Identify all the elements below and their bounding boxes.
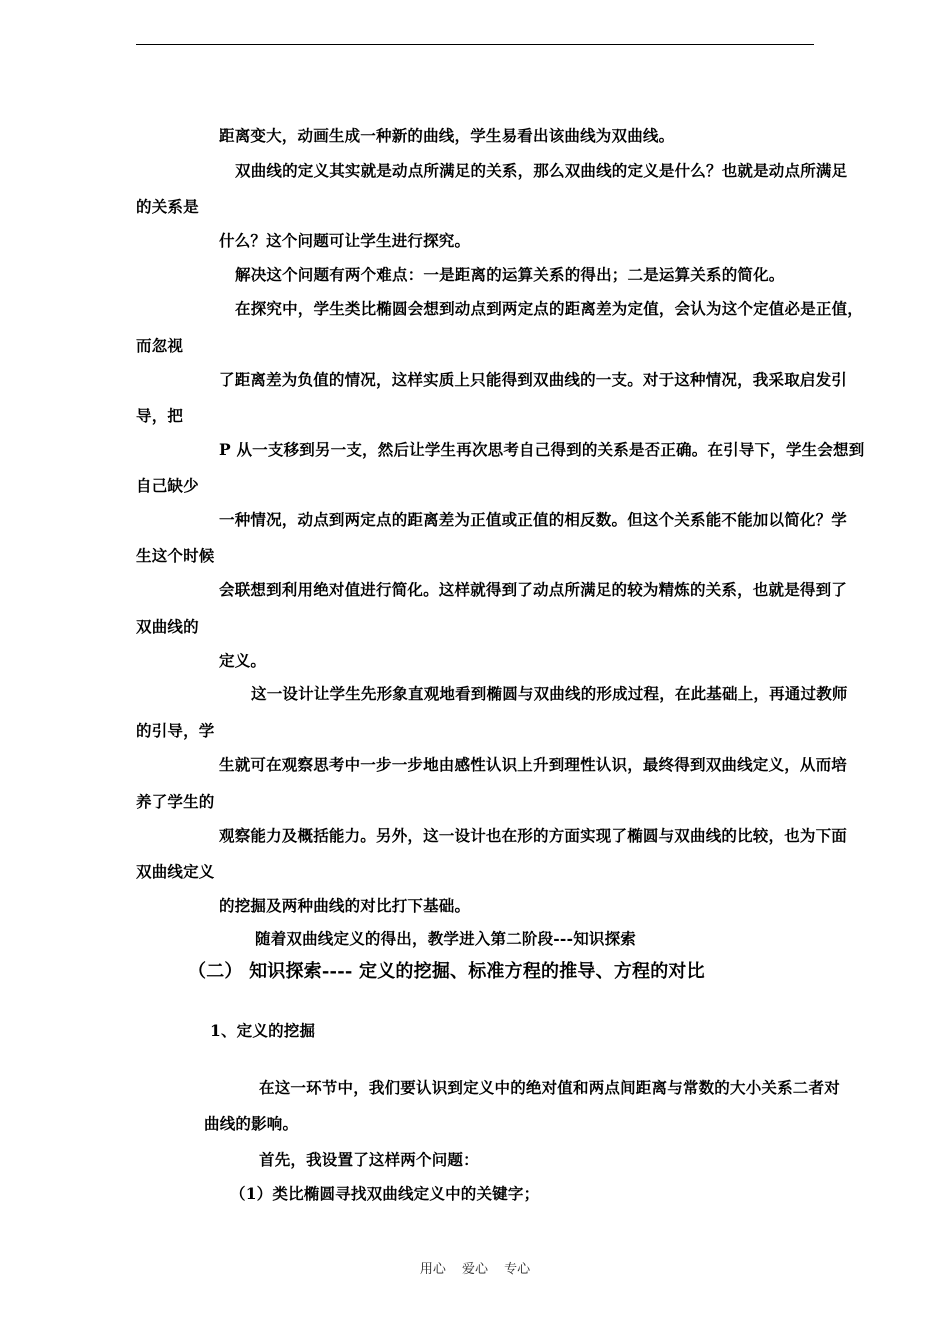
- text-line: 自己缺少: [136, 476, 199, 495]
- text-line: 观察能力及概括能力。另外，这一设计也在形的方面实现了椭圆与双曲线的比较，也为下面: [219, 826, 848, 845]
- text-line: 导，把: [136, 406, 184, 425]
- text-line: 曲线的影响。: [204, 1114, 299, 1133]
- text-line: 双曲线的: [136, 617, 199, 636]
- text-line: 养了学生的: [136, 792, 215, 811]
- text-line: 了距离差为负值的情况，这样实质上只能得到双曲线的一支。对于这种情况，我采取启发引: [219, 370, 848, 389]
- subheading: 1、定义的挖掘: [210, 1021, 316, 1040]
- text-line: 双曲线的定义其实就是动点所满足的关系，那么双曲线的定义是什么？也就是动点所满足: [235, 161, 848, 180]
- text-line: 的挖掘及两种曲线的对比打下基础。: [219, 896, 471, 915]
- text-line: 双曲线定义: [136, 862, 215, 881]
- text-line: 这一设计让学生先形象直观地看到椭圆与双曲线的形成过程，在此基础上，再通过教师: [251, 684, 848, 703]
- text-line: 生就可在观察思考中一步一步地由感性认识上升到理性认识，最终得到双曲线定义，从而培: [219, 755, 848, 774]
- section-heading: （二） 知识探索---- 定义的挖掘、标准方程的推导、方程的对比: [188, 961, 705, 982]
- text-line: 的引导，学: [136, 721, 215, 740]
- text-line: 一种情况，动点到两定点的距离差为正值或正值的相反数。但这个关系能不能加以简化？学: [219, 510, 848, 529]
- text-line: （1）类比椭圆寻找双曲线定义中的关键字；: [230, 1184, 540, 1203]
- text-line: 会联想到利用绝对值进行简化。这样就得到了动点所满足的较为精炼的关系，也就是得到了: [219, 580, 848, 599]
- text-line: 解决这个问题有两个难点：一是距离的运算关系的得出；二是运算关系的简化。: [235, 265, 785, 284]
- text-line: 距离变大，动画生成一种新的曲线，学生易看出该曲线为双曲线。: [219, 126, 675, 145]
- text-line: 生这个时候: [136, 546, 215, 565]
- text-line: 什么？这个问题可让学生进行探究。: [219, 231, 471, 250]
- page-footer: 用心 爱心 专心: [419, 1262, 531, 1277]
- text-line: 在这一环节中，我们要认识到定义中的绝对值和两点间距离与常数的大小关系二者对: [259, 1078, 840, 1097]
- text-line: 随着双曲线定义的得出，教学进入第二阶段---知识探索: [255, 929, 637, 948]
- text-line: 首先，我设置了这样两个问题：: [259, 1150, 479, 1169]
- text-line: 的关系是: [136, 197, 199, 216]
- header-rule: [136, 44, 814, 45]
- text-line: 而忽视: [136, 336, 184, 355]
- text-line: 在探究中，学生类比椭圆会想到动点到两定点的距离差为定值，会认为这个定值必是正值，: [235, 299, 864, 318]
- text-line: 定义。: [219, 651, 267, 670]
- text-line: P 从一支移到另一支，然后让学生再次思考自己得到的关系是否正确。在引导下，学生会想到: [219, 440, 865, 459]
